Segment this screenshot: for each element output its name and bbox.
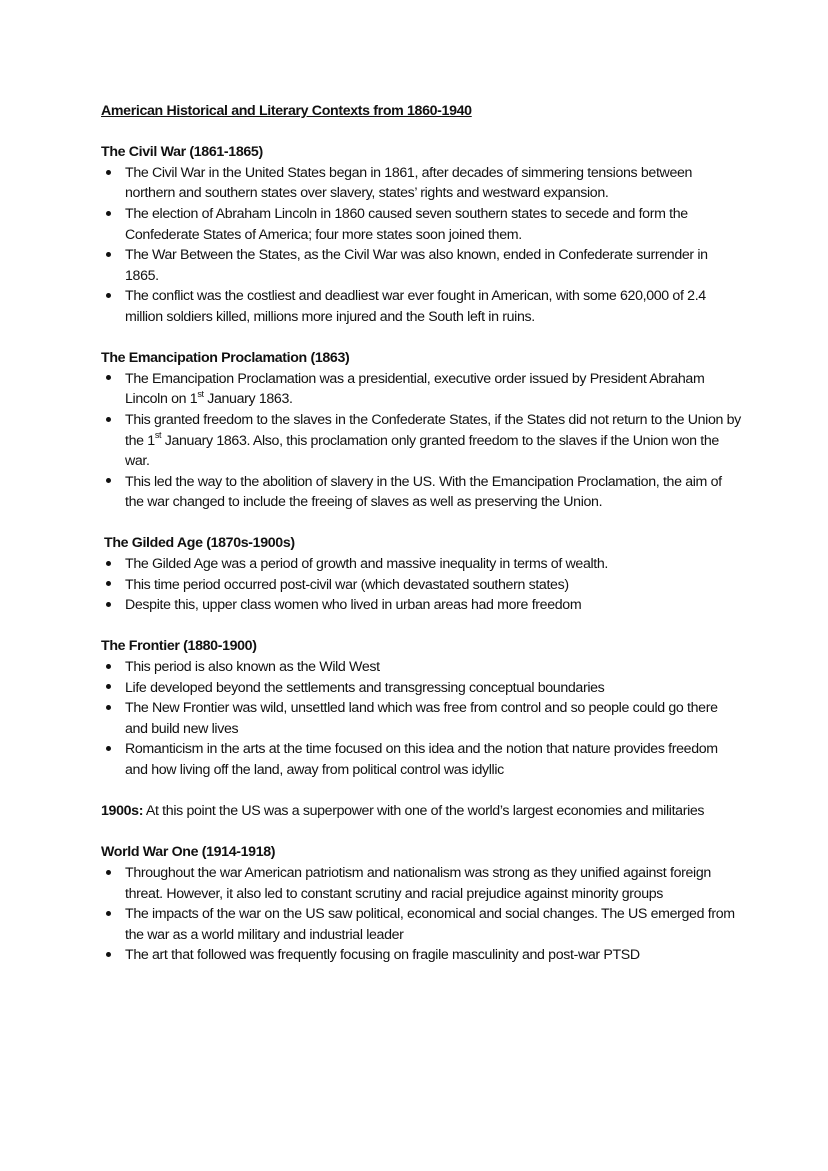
bullet-icon: [103, 410, 113, 431]
paragraph-text: At this point the US was a superpower with one of the world’s largest economies and militaries: [143, 803, 705, 820]
list-item-text: Life developed beyond the settlements and transgressing conceptual boundaries: [125, 679, 605, 696]
list-item: [101, 657, 741, 678]
list-item-text: This period is also known as the Wild West: [125, 659, 380, 676]
bullet-icon: [103, 657, 113, 678]
section-gilded-age: [101, 533, 741, 615]
list-item: [101, 678, 741, 699]
list-item: [101, 410, 741, 472]
bullet-icon: [103, 204, 113, 225]
bullet-icon: [103, 286, 113, 307]
list-item: [101, 575, 741, 596]
section-heading: The Frontier (1880-1900): [101, 638, 257, 655]
bullet-icon: [103, 595, 113, 616]
list-item: [101, 204, 741, 245]
ordinal-suffix: st: [154, 429, 162, 440]
list-item-text-end: January 1863.: [203, 391, 293, 408]
list-item-text-start: This granted freedom to the slaves in the Confederate States, if the States did not return to the Union by the 1: [125, 411, 741, 449]
list-item: [101, 163, 741, 204]
section-frontier: [101, 636, 741, 780]
section-heading: The Civil War (1861-1865): [101, 144, 263, 161]
list-item-text: This led the way to the abolition of slavery in the US. With the Emancipation Proclamation, the aim of the war changed to include the freeing of slaves as well as preserving the Union.: [125, 473, 722, 511]
bullet-icon: [103, 904, 113, 925]
bullet-icon: [103, 575, 113, 596]
bullet-icon: [103, 369, 113, 390]
list-item-text: The impacts of the war on the US saw political, economical and social changes. The US emerged from the war as a world military and industrial leader: [125, 906, 735, 943]
bullet-list: [101, 554, 741, 616]
list-item-text: Despite this, upper class women who lived in urban areas had more freedom: [125, 597, 582, 614]
list-item: [101, 286, 741, 327]
document-title: American Historical and Literary Contexts from 1860-1940: [101, 103, 472, 119]
list-item: [101, 245, 741, 286]
bullet-list: [101, 163, 741, 328]
section-heading: The Emancipation Proclamation (1863): [101, 350, 350, 367]
list-item: [101, 554, 741, 575]
section-world-war-one: [101, 842, 741, 966]
bullet-icon: [103, 554, 113, 575]
section-heading: The Gilded Age (1870s-1900s): [104, 535, 295, 552]
list-item-text: The Gilded Age was a period of growth and massive inequality in terms of wealth.: [125, 556, 609, 573]
list-item-text: The War Between the States, as the Civil War was also known, ended in Confederate surrender in 1865.: [125, 247, 708, 284]
list-item-text: The Civil War in the United States began in 1861, after decades of simmering tensions between northern and southern states over slavery, states’ rights and westward expansion.: [125, 164, 693, 202]
bullet-icon: [103, 678, 113, 699]
bullet-list: [101, 863, 741, 966]
ordinal-suffix: st: [197, 388, 204, 399]
list-item: [101, 904, 741, 945]
section-civil-war: [101, 142, 741, 327]
bullet-list: [101, 369, 741, 513]
paragraph-label: 1900s:: [101, 803, 144, 820]
bullet-icon: [103, 863, 113, 884]
list-item: [101, 472, 741, 513]
list-item-text: This time period occurred post-civil war (which devastated southern states): [125, 576, 569, 593]
paragraph-1900s: [101, 801, 741, 822]
list-item: [101, 595, 741, 616]
bullet-icon: [103, 945, 113, 966]
bullet-icon: [103, 698, 113, 719]
section-heading: World War One (1914-1918): [101, 844, 276, 861]
list-item-text-start: The Emancipation Proclamation was a presidential, executive order issued by President Abraham Lincoln on 1: [125, 370, 705, 408]
list-item-text: The conflict was the costliest and deadliest war ever fought in American, with some 620,000 of 2.4 million soldiers killed, millions more injured and the South left in ruins.: [125, 288, 706, 325]
bullet-icon: [103, 472, 113, 493]
list-item-text-end: January 1863. Also, this proclamation only granted freedom to the slaves if the Union won the war.: [125, 432, 719, 470]
list-item-text: The art that followed was frequently focusing on fragile masculinity and post-war PTSD: [125, 947, 640, 964]
list-item-text: The election of Abraham Lincoln in 1860 caused seven southern states to secede and form the Confederate States of America; four more states soon joined them.: [125, 205, 688, 243]
section-emancipation-proclamation: [101, 348, 741, 513]
list-item: [101, 698, 741, 739]
list-item: [101, 945, 741, 966]
list-item-text: The New Frontier was wild, unsettled land which was free from control and so people could go there and build new lives: [125, 700, 718, 737]
bullet-icon: [103, 163, 113, 184]
bullet-icon: [103, 739, 113, 760]
document-page: [101, 101, 741, 987]
list-item: [101, 863, 741, 904]
list-item: [101, 369, 741, 410]
bullet-icon: [103, 245, 113, 266]
list-item-text: Throughout the war American patriotism and nationalism was strong as they unified against foreign threat. However, it also led to constant scrutiny and racial prejudice against minority groups: [125, 864, 711, 902]
list-item: [101, 739, 741, 780]
bullet-list: [101, 657, 741, 781]
list-item-text: Romanticism in the arts at the time focused on this idea and the notion that nature provides freedom and how living off the land, away from political control was idyllic: [125, 741, 718, 778]
